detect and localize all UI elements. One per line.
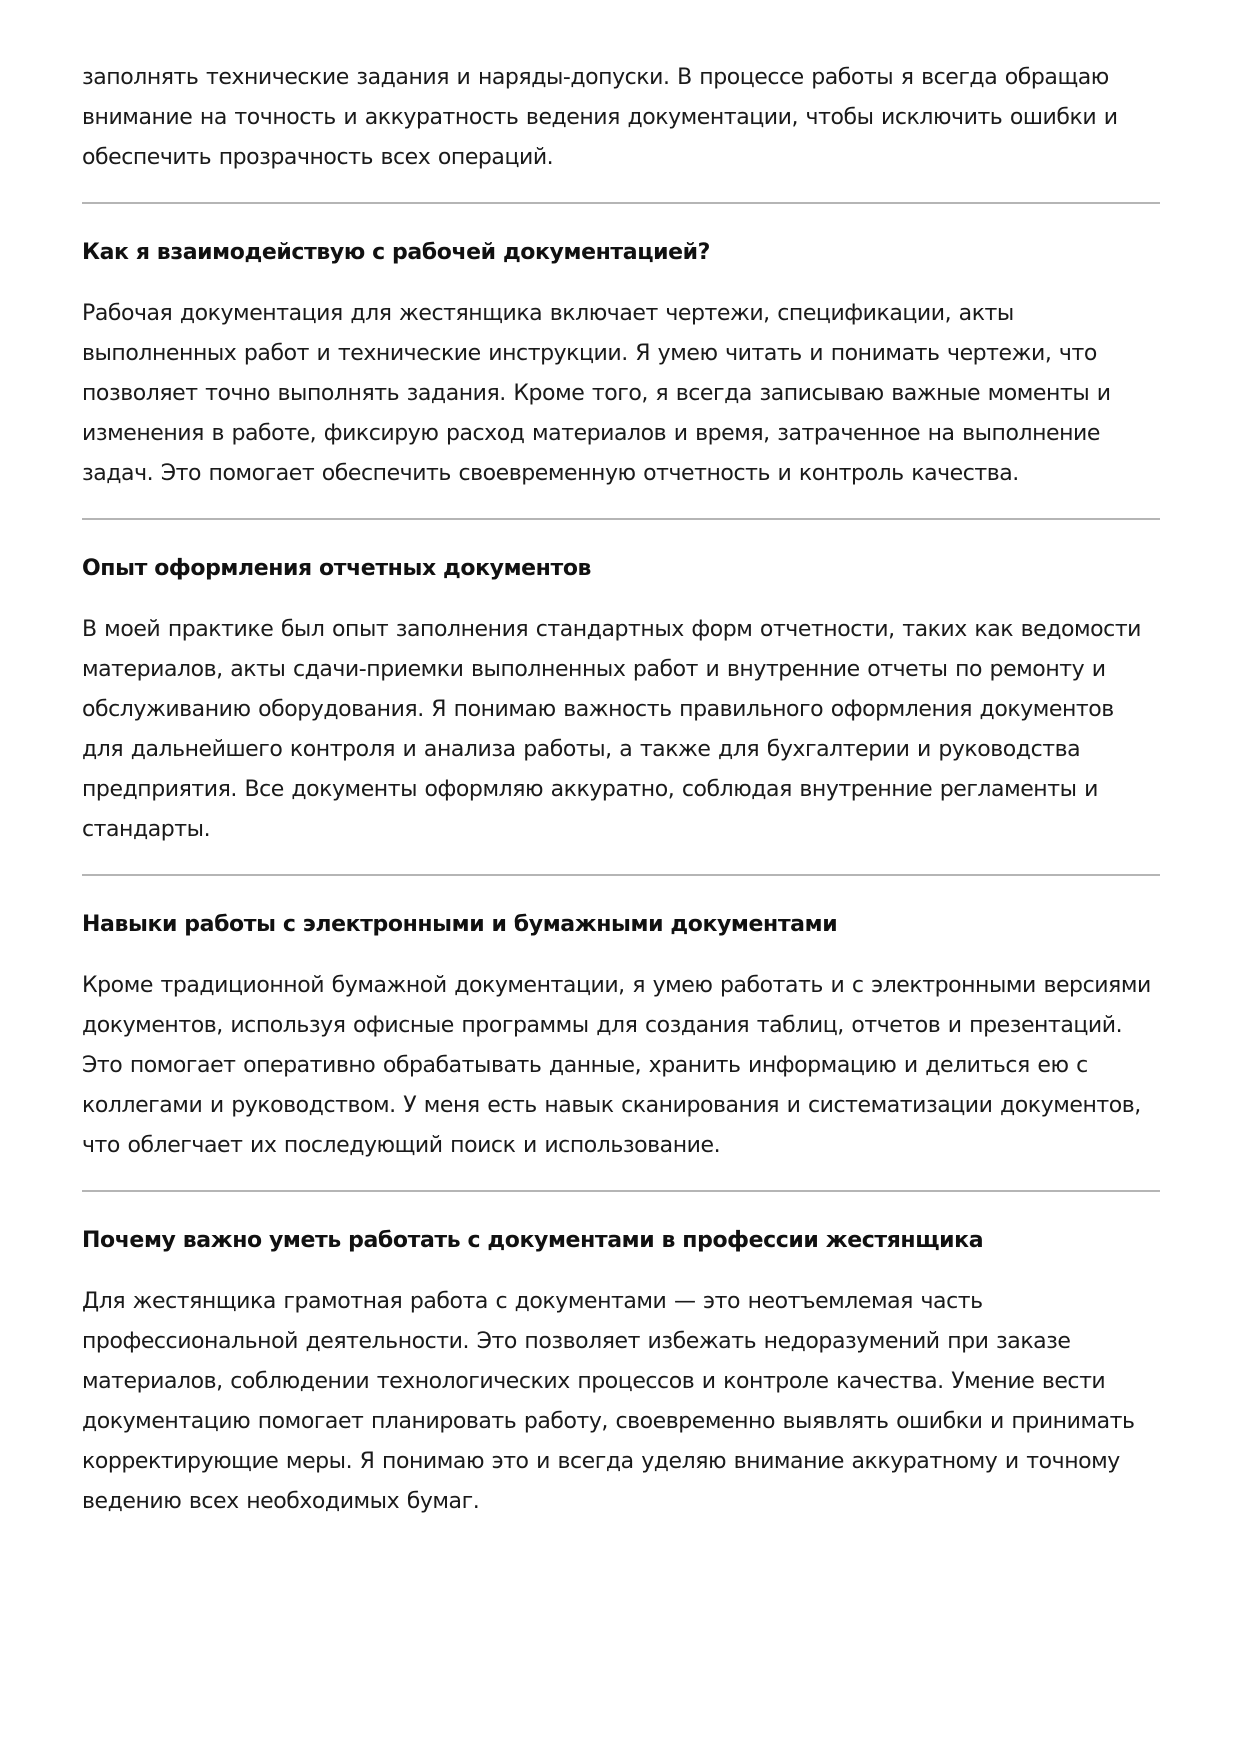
- section-heading: Опыт оформления отчетных документов: [82, 556, 592, 581]
- section-document-skills: [82, 910, 1160, 1166]
- section-why-documents-matter: [82, 1226, 1160, 1522]
- document-page: [82, 58, 1160, 1522]
- section-paragraph: Кроме традиционной бумажной документации, я умею работать и с электронными версиями документов, используя офисные программы для создания таблиц, отчетов и презентаций. Это помогает оперативно обрабатывать данные, хранить информацию и делиться ею с коллегами и руководством. У меня есть навык сканирования и систематизации документов, что облегчает их последующий поиск и использование.: [82, 973, 1151, 1158]
- section-documentation-interaction: [82, 238, 1160, 494]
- section-heading: Как я взаимодействую с рабочей документацией?: [82, 240, 711, 265]
- section-report-experience: [82, 554, 1160, 850]
- section-heading: Навыки работы с электронными и бумажными документами: [82, 912, 838, 937]
- section-heading: Почему важно уметь работать с документами в профессии жестянщика: [82, 1228, 984, 1253]
- section-paragraph: В моей практике был опыт заполнения стандартных форм отчетности, таких как ведомости материалов, акты сдачи-приемки выполненных работ и внутренние отчеты по ремонту и обслуживанию оборудования. Я понимаю важность правильного оформления документов для дальнейшего контроля и анализа работы, а также для бухгалтерии и руководства предприятия. Все документы оформляю аккуратно, соблюдая внутренние регламенты и стандарты.: [82, 617, 1142, 842]
- intro-paragraph: заполнять технические задания и наряды-допуски. В процессе работы я всегда обращаю внимание на точность и аккуратность ведения документации, чтобы исключить ошибки и обеспечить прозрачность всех операций.: [82, 65, 1118, 170]
- section-paragraph: Для жестянщика грамотная работа с документами — это неотъемлемая часть профессиональной деятельности. Это позволяет избежать недоразумений при заказе материалов, соблюдении технологических процессов и контроле качества. Умение вести документацию помогает планировать работу, своевременно выявлять ошибки и принимать корректирующие меры. Я понимаю это и всегда уделяю внимание аккуратному и точному ведению всех необходимых бумаг.: [82, 1289, 1135, 1514]
- section-paragraph: Рабочая документация для жестянщика включает чертежи, спецификации, акты выполненных работ и технические инструкции. Я умею читать и понимать чертежи, что позволяет точно выполнять задания. Кроме того, я всегда записываю важные моменты и изменения в работе, фиксирую расход материалов и время, затраченное на выполнение задач. Это помогает обеспечить своевременную отчетность и контроль качества.: [82, 301, 1111, 486]
